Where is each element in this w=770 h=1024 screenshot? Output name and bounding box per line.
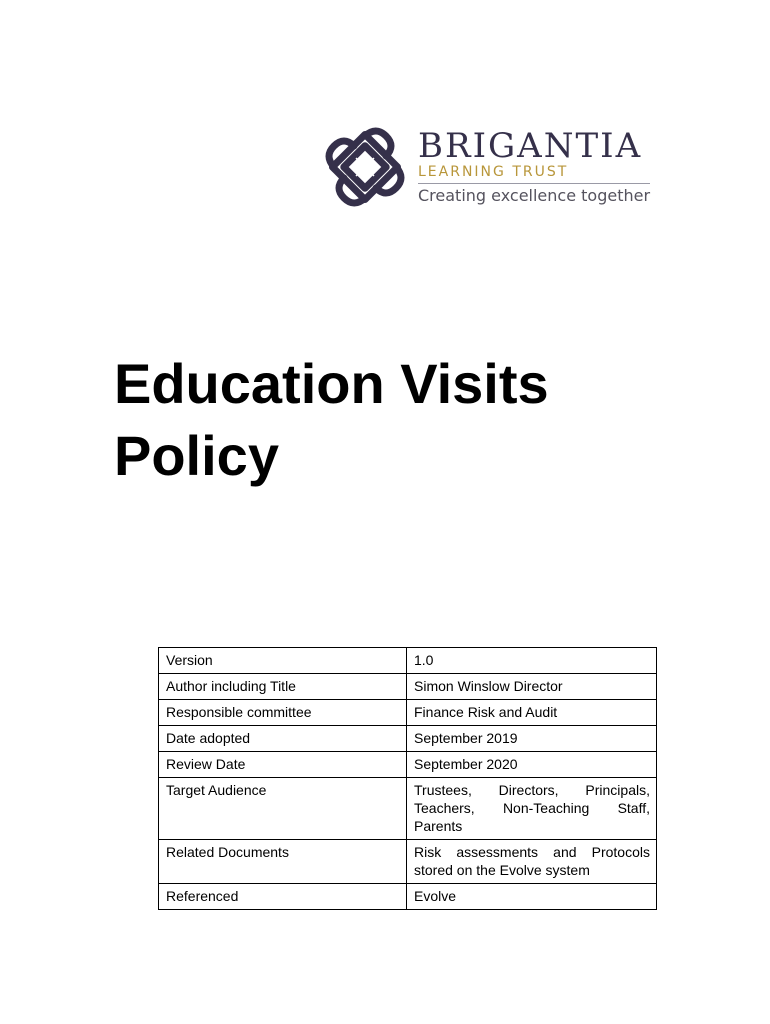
row-label: Review Date: [159, 752, 407, 778]
logo-subtitle: LEARNING TRUST: [418, 164, 569, 180]
row-value: September 2019: [407, 726, 657, 752]
document-title-line-2: Policy: [114, 424, 279, 487]
table-row: [159, 778, 657, 840]
brigantia-logo: [320, 126, 660, 208]
policy-info-table: [158, 647, 657, 910]
row-value: Finance Risk and Audit: [407, 700, 657, 726]
row-label: Date adopted: [159, 726, 407, 752]
row-value: September 2020: [407, 752, 657, 778]
document-title-line-1: Education Visits: [114, 352, 549, 415]
logo-name: BRIGANTIA: [418, 126, 643, 166]
logo-divider: [418, 183, 650, 184]
table-row: [159, 840, 657, 884]
document-title: [114, 348, 674, 492]
table-row: [159, 752, 657, 778]
table-row: [159, 674, 657, 700]
row-value: Trustees, Directors, Principals, Teachers, Non-Teaching Staff, Parents: [407, 778, 657, 840]
row-label: Version: [159, 648, 407, 674]
row-label: Responsible committee: [159, 700, 407, 726]
table-row: [159, 700, 657, 726]
row-label: Referenced: [159, 884, 407, 910]
row-value: Evolve: [407, 884, 657, 910]
table-row: [159, 648, 657, 674]
row-label: Target Audience: [159, 778, 407, 840]
row-label: Related Documents: [159, 840, 407, 884]
celtic-knot-logo-icon: [320, 126, 410, 208]
row-value: Risk assessments and Protocols stored on the Evolve system: [407, 840, 657, 884]
table-row: [159, 884, 657, 910]
logo-tagline: Creating excellence together: [418, 186, 651, 205]
table-row: [159, 726, 657, 752]
row-value: 1.0: [407, 648, 657, 674]
row-label: Author including Title: [159, 674, 407, 700]
row-value: Simon Winslow Director: [407, 674, 657, 700]
